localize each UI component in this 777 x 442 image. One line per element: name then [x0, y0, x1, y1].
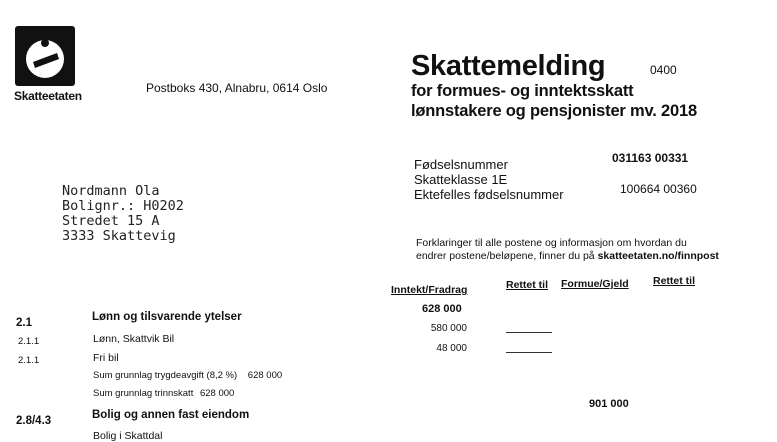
- document-title: Skattemelding: [411, 50, 606, 82]
- section-title: Bolig og annen fast eiendom: [92, 409, 250, 421]
- section-number: 2.8/4.3: [16, 415, 52, 427]
- info-line-1: Forklaringer til alle postene og informasjon om hvordan du: [416, 237, 687, 249]
- section-title: Lønn og tilsvarende ytelser: [92, 311, 242, 323]
- column-income-deduction: Inntekt/Fradrag: [391, 284, 468, 296]
- column-wealth-debt: Formue/Gjeld: [561, 278, 629, 290]
- recipient-address: [62, 184, 184, 244]
- tax-class-value: 1E: [491, 172, 508, 187]
- sum-trygdeavgift-row: [93, 370, 282, 381]
- corrected-amount-field[interactable]: [506, 352, 552, 353]
- item-amount: 580 000: [430, 323, 467, 334]
- column-corrected-2: Rettet til: [653, 275, 695, 287]
- sum-trinnskatt-value: 628 000: [199, 388, 235, 399]
- section-total-income: 628 000: [422, 303, 462, 315]
- section-number: 2.1: [16, 317, 32, 329]
- info-line-2: endrer postene/beløpene, finner du på skatteetaten.no/finnpost: [416, 250, 719, 262]
- spouse-number-label: Ektefelles fødselsnummer: [414, 187, 564, 202]
- section-total-wealth: 901 000: [589, 398, 629, 410]
- column-corrected-1: Rettet til: [506, 279, 548, 291]
- spouse-number-value: 100664 00360: [620, 182, 697, 196]
- recipient-name: Nordmann Ola: [62, 183, 160, 199]
- sum-trygdeavgift-value: 628 000: [247, 370, 283, 381]
- birth-number-label: Fødselsnummer: [414, 157, 508, 172]
- sum-trygdeavgift-label: Sum grunnlag trygdeavgift (8,2 %): [93, 370, 238, 381]
- item-label: Lønn, Skattvik Bil: [93, 333, 175, 345]
- recipient-postal: 3333 Skattevig: [62, 228, 176, 244]
- recipient-street: Stredet 15 A: [62, 213, 160, 229]
- sum-trinnskatt-row: [93, 388, 234, 399]
- item-number: 2.1.1: [18, 355, 40, 366]
- birth-number-value: 031163 00331: [612, 151, 689, 165]
- corrected-amount-field[interactable]: [506, 332, 552, 333]
- skatteetaten-logo: [15, 26, 75, 86]
- logo-emblem-icon: [15, 26, 75, 86]
- document-subtitle-1: for formues- og inntektsskatt: [411, 82, 634, 100]
- item-amount: 48 000: [436, 343, 467, 354]
- form-code: 0400: [650, 63, 677, 77]
- sender-address: Postboks 430, Alnabru, 0614 Oslo: [146, 81, 328, 95]
- finnpost-link[interactable]: skatteetaten.no/finnpost: [597, 250, 719, 262]
- sum-trinnskatt-label: Sum grunnlag trinnskatt: [93, 388, 194, 399]
- item-label: Fri bil: [93, 352, 119, 364]
- document-subtitle-2: lønnstakere og pensjonister mv. 2018: [411, 102, 697, 120]
- item-label: Bolig i Skattdal: [93, 430, 163, 442]
- item-number: 2.1.1: [18, 336, 40, 347]
- info-text: [416, 237, 719, 263]
- tax-class-label: Skatteklasse 1E: [414, 172, 508, 187]
- logo-text: Skatteetaten: [14, 89, 82, 103]
- recipient-unit: Bolignr.: H0202: [62, 198, 184, 214]
